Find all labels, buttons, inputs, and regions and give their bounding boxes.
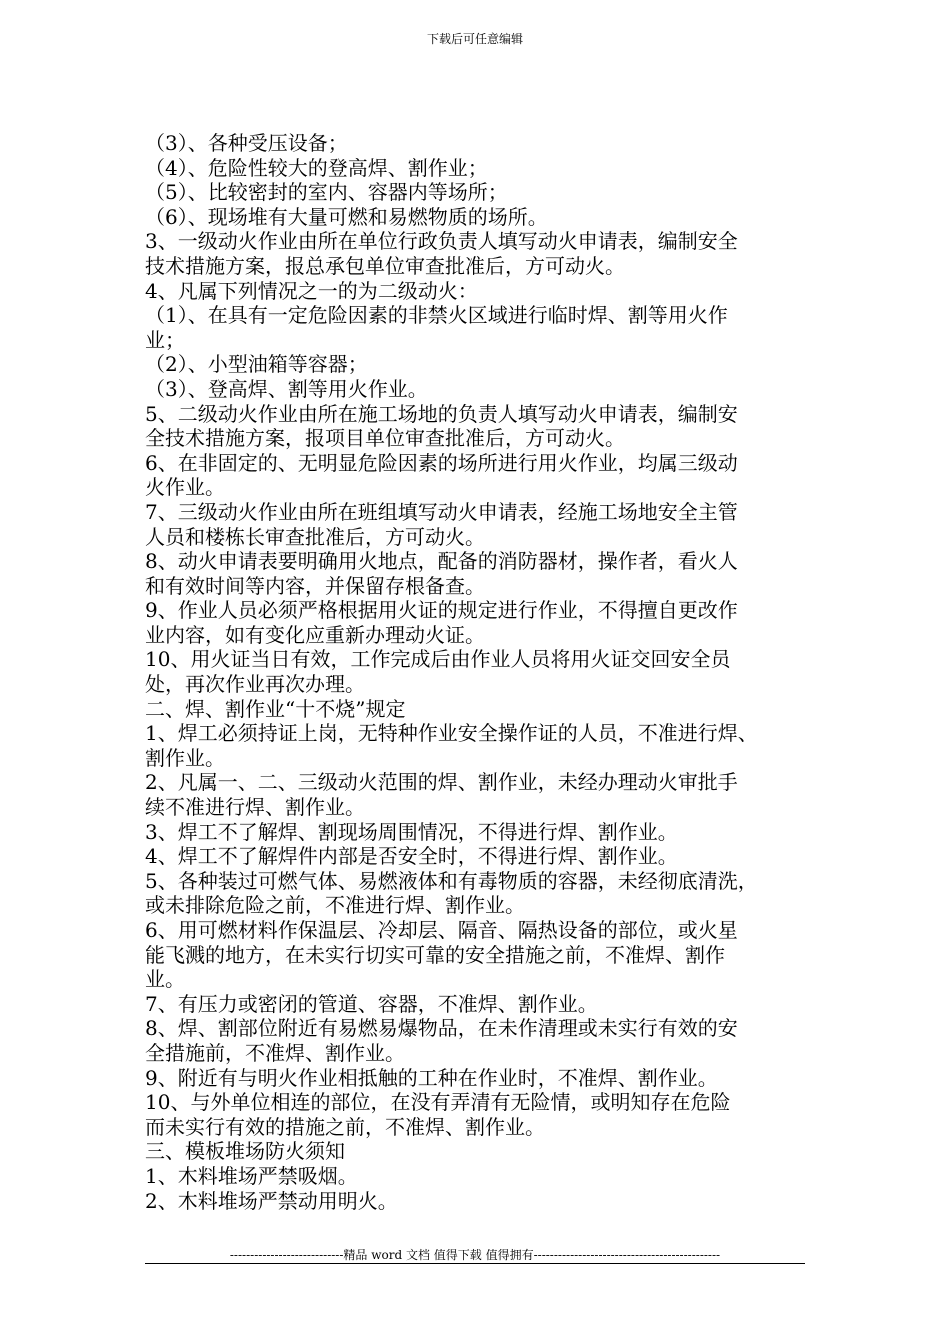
text-line: 2、木料堆场严禁动用明火。 [145,1188,398,1213]
text-line: 业； [145,327,185,352]
text-line: 业。 [145,967,185,992]
text-line: 处，再次作业再次办理。 [145,672,365,697]
text-line: 7、三级动火作业由所在班组填写动火申请表，经施工场地安全主管 [145,499,738,524]
text-line: 而未实行有效的措施之前，不准焊、割作业。 [145,1114,545,1139]
text-line: 业内容，如有变化应重新办理动火证。 [145,622,485,647]
text-line: 5、各种装过可燃气体、易燃液体和有毒物质的容器，未经彻底清洗， [145,868,758,893]
document-body [145,131,810,1213]
text-line: 4、凡属下列情况之一的为二级动火： [145,278,478,303]
text-line: 5、二级动火作业由所在施工场地的负责人填写动火申请表，编制安 [145,401,738,426]
text-line: 火作业。 [145,475,225,500]
text-line: 能飞溅的地方，在未实行切实可靠的安全措施之前，不准焊、割作 [145,942,725,967]
text-line: 7、有压力或密闭的管道、容器，不准焊、割作业。 [145,991,598,1016]
text-line: （2）、小型油箱等容器； [145,352,368,377]
text-line: 二、焊、割作业“十不烧”规定 [145,696,406,721]
text-line: 3、一级动火作业由所在单位行政负责人填写动火申请表，编制安全 [145,229,738,254]
text-line: 3、焊工不了解焊、割现场周围情况，不得进行焊、割作业。 [145,819,678,844]
text-line: （5）、比较密封的室内、容器内等场所； [145,180,508,205]
text-line: 6、用可燃材料作保温层、冷却层、隔音、隔热设备的部位，或火星 [145,918,738,942]
text-line: 2、凡属一、二、三级动火范围的焊、割作业，未经办理动火审批手 [145,770,738,795]
text-line: 三、模板堆场防火须知 [145,1139,345,1164]
text-line: （4）、危险性较大的登高焊、割作业； [145,155,488,180]
text-line: （3）、各种受压设备； [145,131,348,155]
footer-rule [145,1263,805,1264]
text-line: 或未排除危险之前，不准进行焊、割作业。 [145,893,525,918]
text-line: 8、焊、割部位附近有易燃易爆物品，在未作清理或未实行有效的安 [145,1016,738,1041]
text-line: 1、木料堆场严禁吸烟。 [145,1163,358,1188]
text-line: 续不准进行焊、割作业。 [145,795,365,820]
text-line: （1）、在具有一定危险因素的非禁火区域进行临时焊、割等用火作 [145,303,728,328]
text-line: （3）、登高焊、割等用火作业。 [145,376,428,401]
text-line: 9、附近有与明火作业相抵触的工种在作业时，不准焊、割作业。 [145,1065,718,1090]
page-header: 下载后可任意编辑 [426,32,523,46]
text-line: 6、在非固定的、无明显危险因素的场所进行用火作业，均属三级动 [145,450,738,475]
text-line: 8、动火申请表要明确用火地点，配备的消防器材，操作者，看火人 [145,549,738,574]
text-line: 人员和楼栋长审查批准后，方可动火。 [145,524,485,549]
text-line: 9、作业人员必须严格根据用火证的规定进行作业，不得擅自更改作 [145,598,738,623]
text-line: （6）、现场堆有大量可燃和易燃物质的场所。 [145,204,548,229]
text-line: 技术措施方案，报总承包单位审查批准后，方可动火。 [145,253,625,278]
text-line: 和有效时间等内容，并保留存根备查。 [145,573,485,598]
page-footer: ----------------------------精品 word 文档 值得下载 值得拥有---------------------------------------------- [229,1248,721,1262]
text-line: 全技术措施方案，报项目单位审查批准后，方可动火。 [145,426,625,451]
text-line: 割作业。 [145,745,225,770]
text-line: 4、焊工不了解焊件内部是否安全时，不得进行焊、割作业。 [145,844,678,869]
text-line: 10、与外单位相连的部位，在没有弄清有无险情，或明知存在危险 [145,1090,731,1115]
text-line: 1、焊工必须持证上岗，无特种作业安全操作证的人员，不准进行焊、 [145,721,758,746]
text-line: 全措施前，不准焊、割作业。 [145,1040,405,1065]
text-line: 10、用火证当日有效，工作完成后由作业人员将用火证交回安全员 [145,647,731,672]
